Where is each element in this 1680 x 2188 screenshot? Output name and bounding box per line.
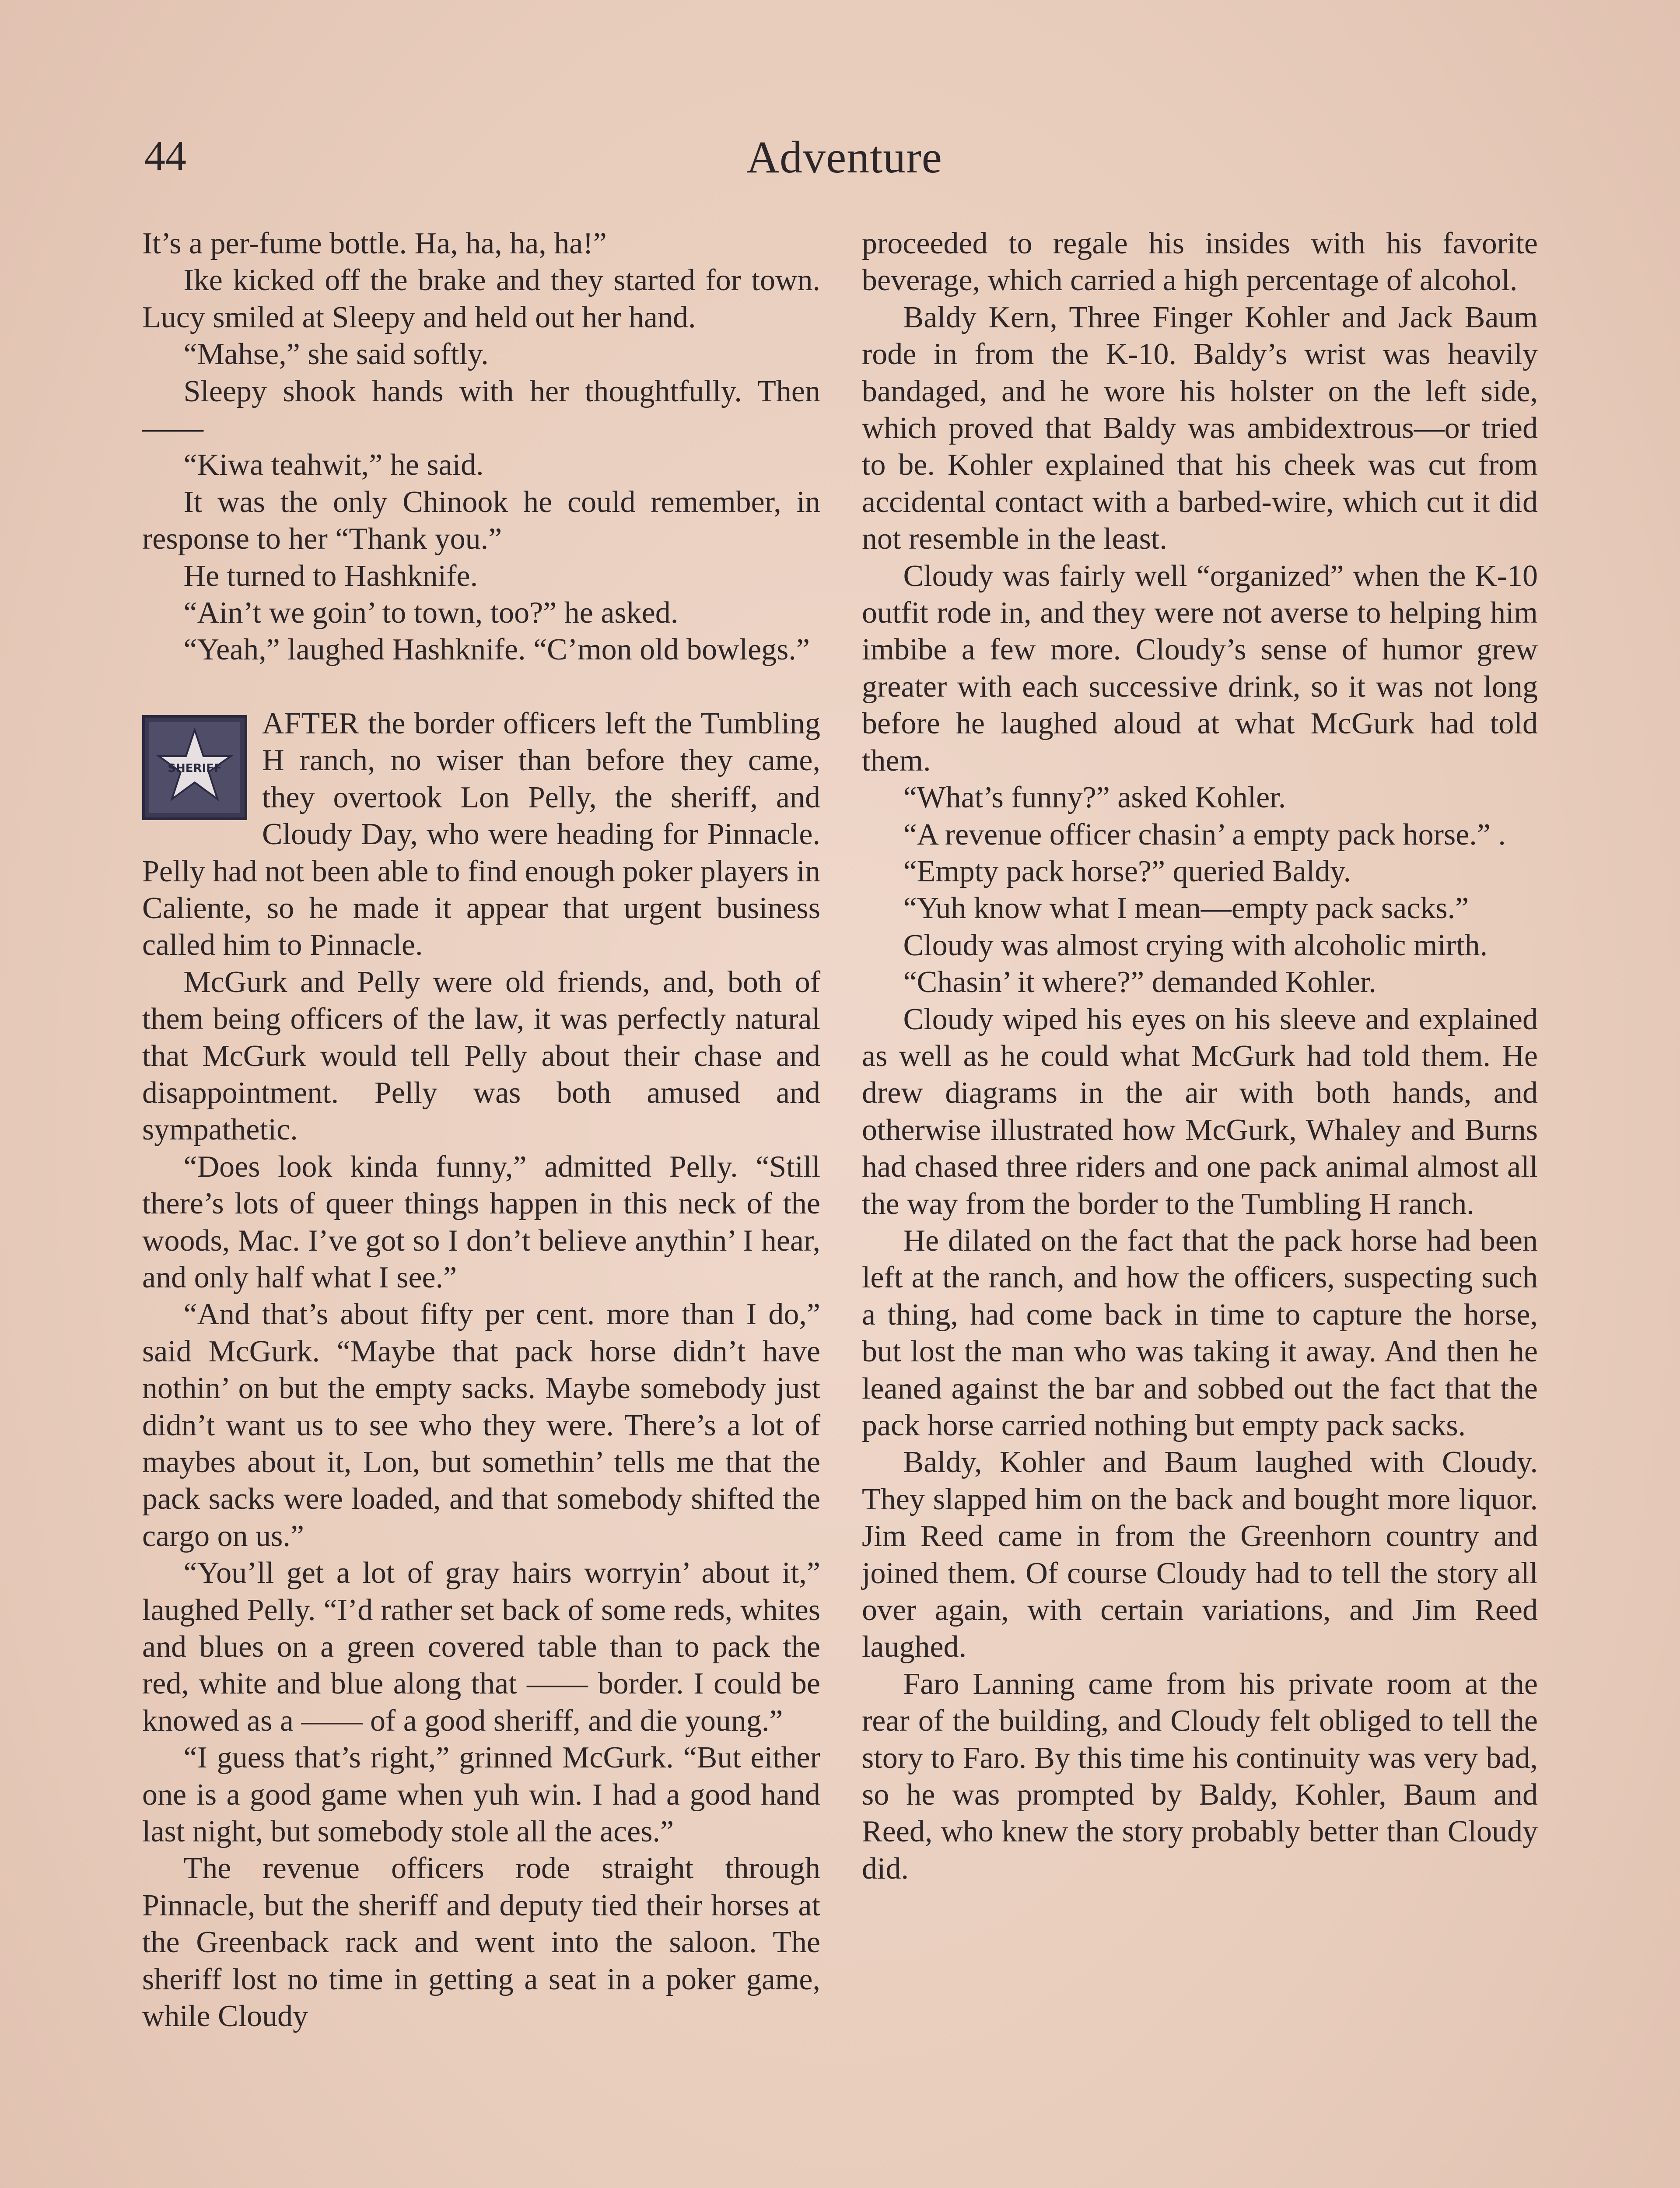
paragraph: Baldy Kern, Three Finger Kohler and Jack Baum rode in from the K-10. Baldy’s wrist was heavily bandaged, and he wore his holster on the left side, which proved that Baldy was ambidextrous—or tried to be. Kohler explained that his cheek was cut from accidental contact with a barbed-wire, which cut it did not resemble in the least. bbox=[862, 300, 1538, 556]
paragraph: McGurk and Pelly were old friends, and, both of them being officers of the law, it was perfectly natural that McGurk would tell Pelly about their chase and disappointment. Pelly was both amused and sympathetic. bbox=[142, 965, 820, 1147]
paragraph: “And that’s about fifty per cent. more than I do,” said McGurk. “Maybe that pack horse didn’t have nothin’ on but the empty sacks. Maybe somebody just didn’t want us to see who they were. There’s a lot of maybes about it, Lon, but somethin’ tells me that the pack sacks were loaded, and that somebody shifted the cargo on us.” bbox=[142, 1297, 820, 1553]
paragraph: The revenue officers rode straight through Pinnacle, but the sheriff and deputy tied their horses at the Greenback rack and went into the saloon. The sheriff lost no time in getting a seat in a poker game, while Cloudy bbox=[142, 1851, 820, 2034]
paragraph: Faro Lanning came from his private room at the rear of the building, and Cloudy felt obliged to tell the story to Faro. By this time his continuity was very bad, so he was prompted by Baldy, Kohler, Baum and Reed, who knew the story probably better than Cloudy did. bbox=[862, 1667, 1538, 1886]
paragraph: “You’ll get a lot of gray hairs worryin’ about it,” laughed Pelly. “I’d rather set back of some reds, whites and blues on a green covered table than to pack the red, white and blue along that —— border. I could be knowed as a —— of a good sheriff, and die young.” bbox=[142, 1556, 820, 1738]
section-break bbox=[142, 669, 820, 705]
paragraph: It’s a per-fume bottle. Ha, ha, ha, ha!” bbox=[142, 227, 607, 260]
paragraph: It was the only Chinook he could remember, in response to her “Thank you.” bbox=[142, 485, 820, 556]
paragraph: “Chasin’ it where?” demanded Kohler. bbox=[903, 965, 1376, 999]
paragraph: Ike kicked off the brake and they started for town. Lucy smiled at Sleepy and held out her hand. bbox=[142, 263, 820, 334]
paragraph: Cloudy was almost crying with alcoholic mirth. bbox=[903, 928, 1488, 962]
page-number: 44 bbox=[144, 132, 186, 179]
paragraph: Cloudy was fairly well “organized” when the K-10 outfit rode in, and they were not averse to helping him imbibe a few more. Cloudy’s sense of humor grew greater with each successive drink, so it was not long before he laughed aloud at what McGurk had told them. bbox=[862, 559, 1538, 778]
page-header bbox=[144, 131, 1544, 193]
paragraph: “What’s funny?” asked Kohler. bbox=[903, 781, 1286, 815]
paragraph: “A revenue officer chasin’ a empty pack horse.” . bbox=[903, 817, 1506, 852]
paragraph: “Kiwa teahwit,” he said. bbox=[183, 448, 484, 482]
paragraph: “I guess that’s right,” grinned McGurk. “But either one is a good game when yuh win. I had a good hand last night, but somebody stole all the aces.” bbox=[142, 1741, 820, 1849]
paragraph: Cloudy wiped his eyes on his sleeve and explained as well as he could what McGurk had told them. He drew diagrams in the air with both hands, and otherwise illustrated how McGurk, Whaley and Burns had chased three riders and one pack animal almost all the way from the border to the Tumbling H ranch. bbox=[862, 1002, 1538, 1221]
sheriff-badge-icon bbox=[142, 715, 247, 820]
running-title: Adventure bbox=[746, 132, 942, 182]
left-column bbox=[142, 225, 820, 2188]
paragraph: “Yeah,” laughed Hashknife. “C’mon old bowlegs.” bbox=[183, 633, 810, 667]
paragraph: Sleepy shook hands with her thoughtfully. Then—— bbox=[142, 374, 820, 445]
paragraph: “Yuh know what I mean—empty pack sacks.” bbox=[903, 891, 1469, 926]
paragraph: AFTER the border officers left the Tumbling H ranch, no wiser than before they came, they overtook Lon Pelly, the sheriff, and Cloudy Day, who were heading for Pinnacle. Pelly had not been able to find enough poker players in Caliente, so he made it appear that urgent business called him to Pinnacle. bbox=[142, 706, 820, 962]
paragraph: Baldy, Kohler and Baum laughed with Cloudy. They slapped him on the back and bought more liquor. Jim Reed came in from the Greenhorn country and joined them. Of course Cloudy had to tell the story all over again, with certain variations, and Jim Reed laughed. bbox=[862, 1445, 1538, 1664]
paragraph: He dilated on the fact that the pack horse had been left at the ranch, and how the officers, suspecting such a thing, had come back in time to capture the horse, but lost the man who was taking it away. And then he leaned against the bar and sobbed out the fact that the pack horse carried nothing but empty pack sacks. bbox=[862, 1224, 1538, 1442]
paragraph: “Does look kinda funny,” admitted Pelly. “Still there’s lots of queer things happen in this neck of the woods, Mac. I’ve got so I don’t believe anythin’ I hear, and only half what I see.” bbox=[142, 1150, 820, 1294]
right-column bbox=[862, 225, 1538, 2188]
paragraph: “Ain’t we goin’ to town, too?” he asked. bbox=[183, 596, 679, 630]
paragraph: proceeded to regale his insides with his favorite beverage, which carried a high percentage of alcohol. bbox=[862, 227, 1538, 298]
paragraph: “Empty pack horse?” queried Baldy. bbox=[903, 854, 1351, 888]
paragraph: He turned to Hashknife. bbox=[183, 559, 478, 593]
badge-label: SHERIFF bbox=[168, 761, 222, 775]
paragraph: “Mahse,” she said softly. bbox=[183, 337, 489, 372]
